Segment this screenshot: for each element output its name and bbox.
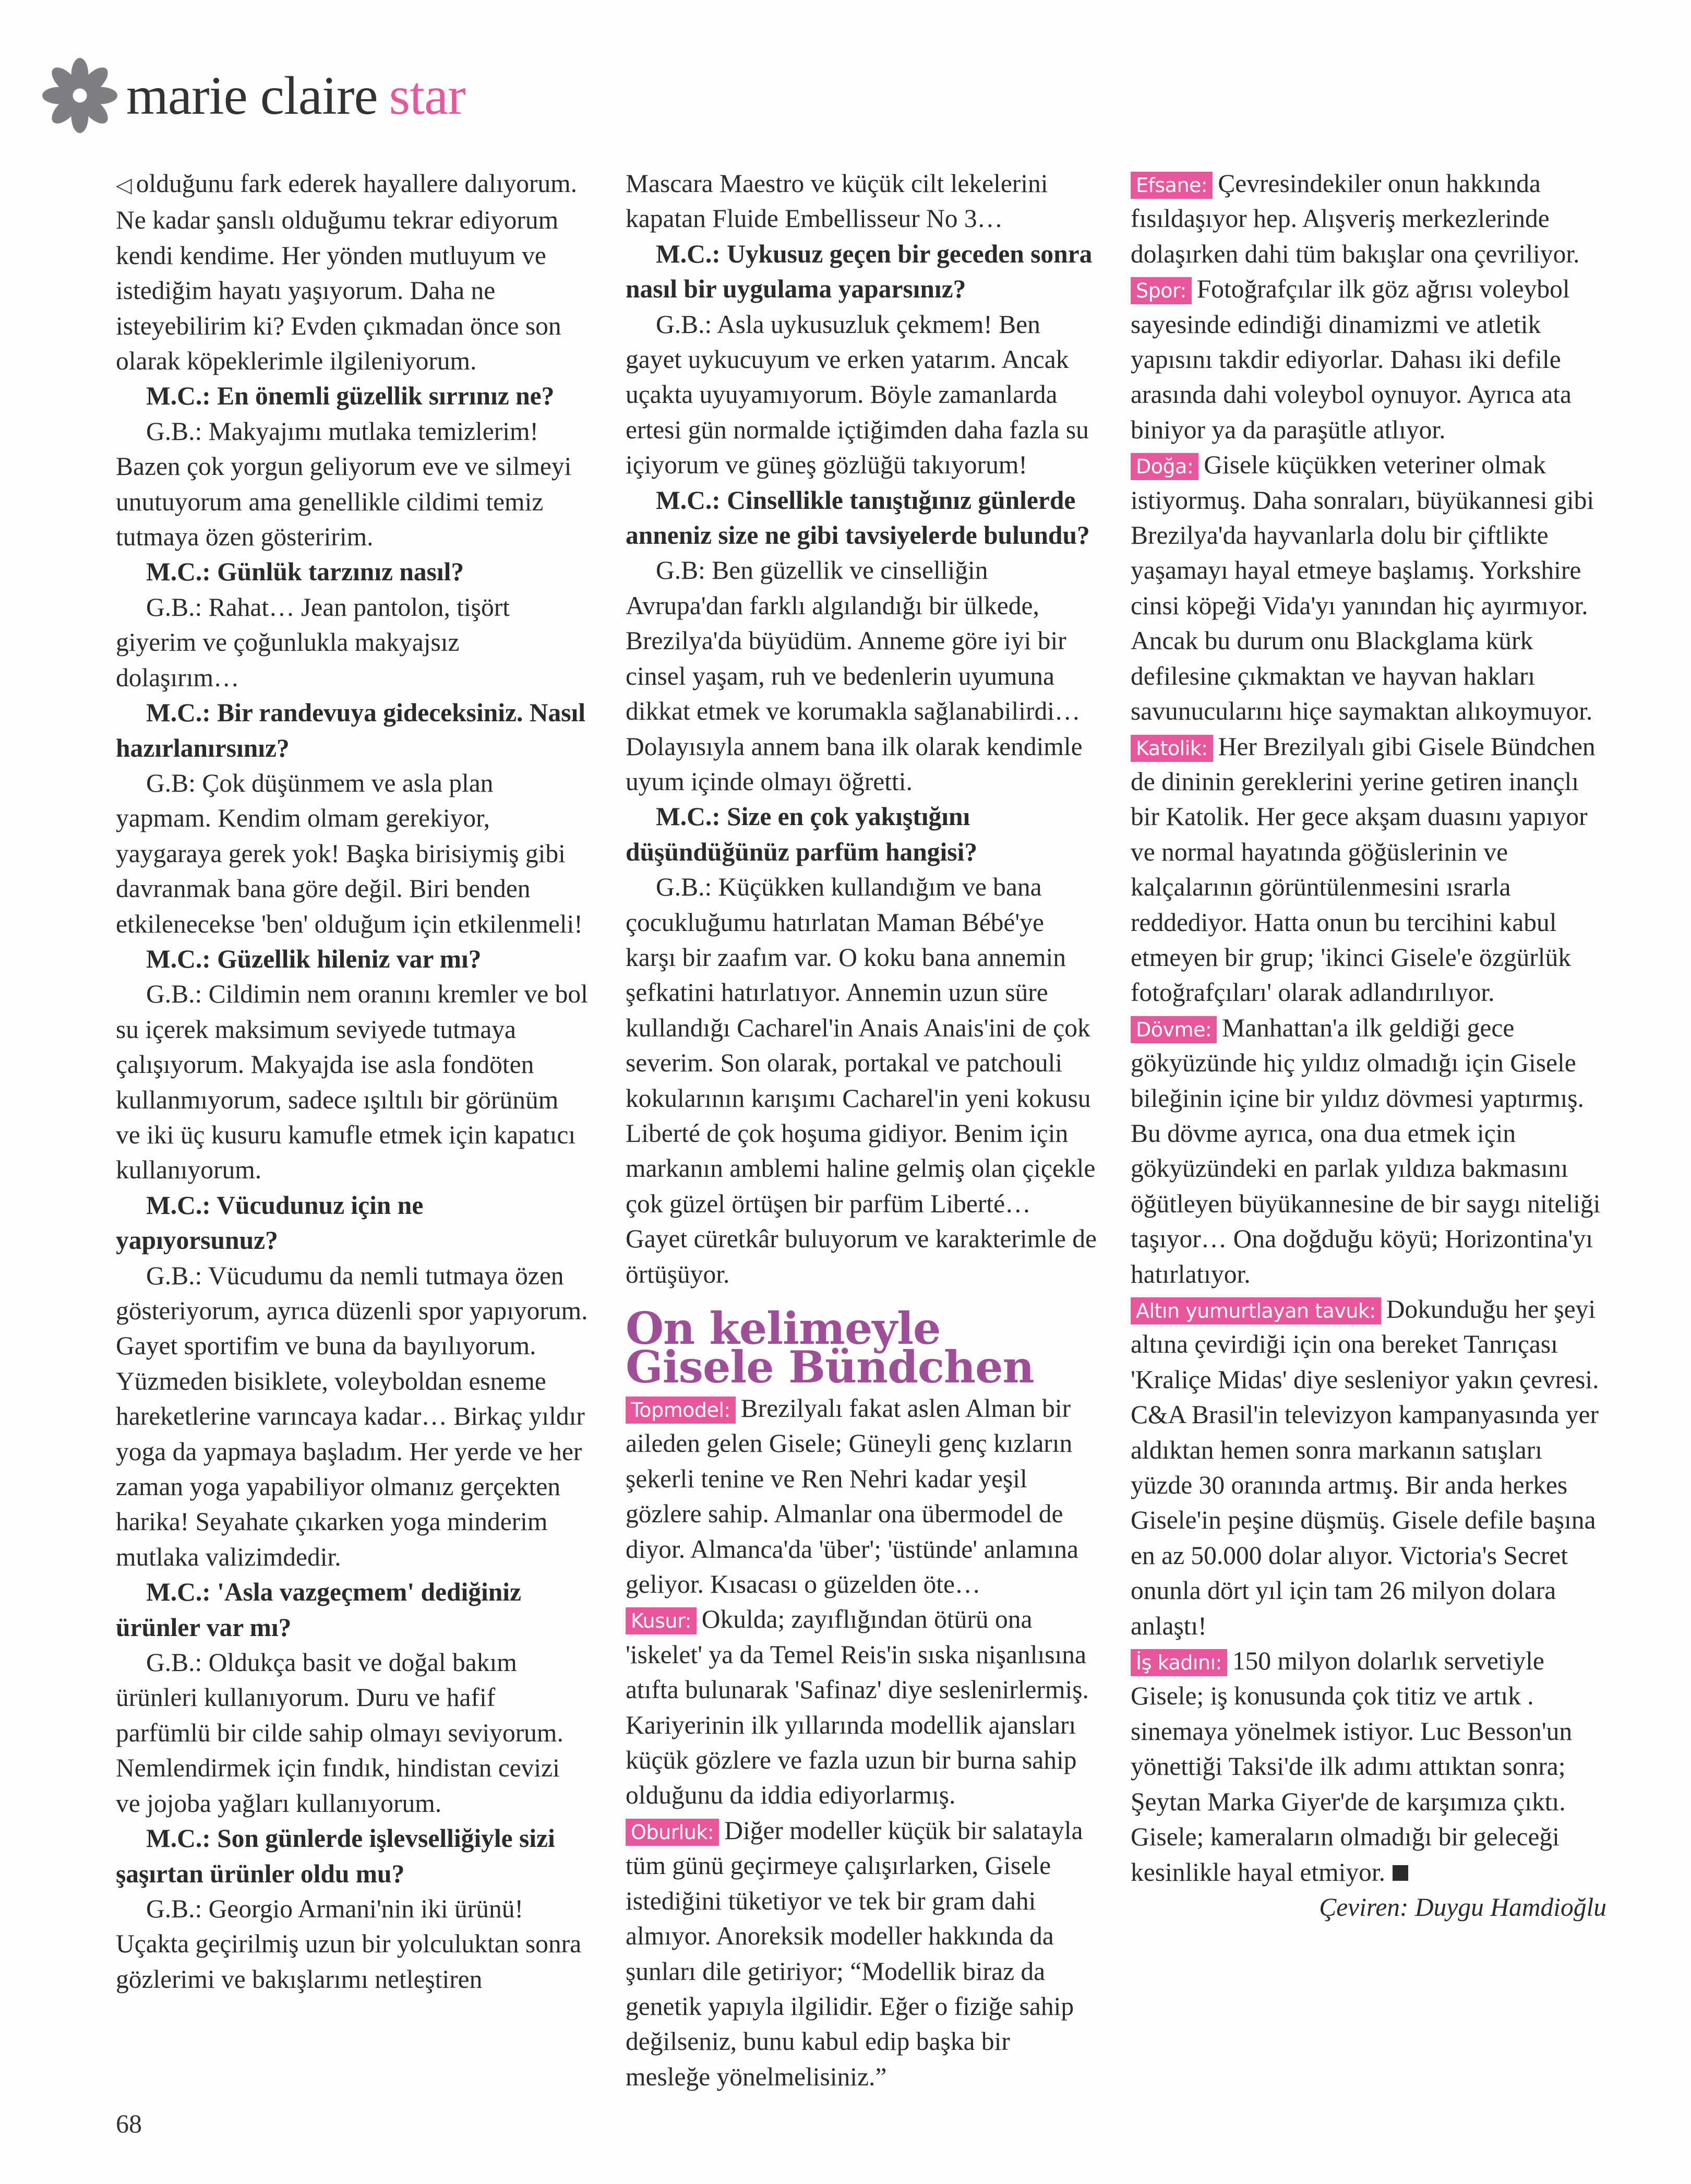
article-column-2 xyxy=(626,166,1098,2094)
interview-question: M.C.: Cinsellikle tanıştığınız günlerde anneniz size ne gibi tavsiyelerde bulundu? xyxy=(626,485,1090,550)
keyword-entry xyxy=(1131,1010,1606,1292)
interview-question: M.C.: 'Asla vazgeçmem' dediğiniz ürünler var mı? xyxy=(116,1578,521,1642)
interview-answer: G.B.: Vücudumu da nemli tutmaya özen gösteriyorum, ayrıca düzenli spor yapıyorum. Gayet sportifim ve buna da bayılıyorum. Yüzmeden bisiklete, voleyboldan esneme hareketlerine varıncaya kadar… Birkaç yıldır yoga da yapmaya başladım. Her yerde ve her zaman yoga yapabiliyor olmanız gerçekten harika! Seyahate çıkarken yoga minderim mutlaka valizimdedir. xyxy=(116,1261,588,1571)
keyword-tag: Oburluk: xyxy=(626,1819,719,1846)
keyword-tag: Topmodel: xyxy=(626,1397,736,1424)
keyword-text: 150 milyon dolarlık servetiyle Gisele; iş konusunda çok titiz ve artık . sinemaya yönelmek istiyor. Luc Besson'un yönettiği Taksi'de ilk adımı attıktan sonra; Şeytan Marka Giyer'de de karşımıza çıktı. Gisele; kameraların olmadığı bir geleceği kesinlikle hayal etmiyor. xyxy=(1131,1646,1573,1887)
interview-answer: G.B.: Asla uykusuzluk çekmem! Ben gayet uykucuyum ve erken yatarım. Ancak uçakta uyuyamıyorum. Böyle zamanlarda ertesi gün normalde içtiğimden daha fazla su içiyorum ve güneş gözlüğü takıyorum! xyxy=(626,309,1089,480)
interview-answer: G.B: Çok düşünmem ve asla plan yapmam. Kendim olmam gerekiyor, yaygaraya gerek yok! Başka birisiymiş gibi davranmak bana göre değil. Biri benden etkilenecekse 'ben' olduğum için etkilenmeli! xyxy=(116,768,583,938)
keyword-entry xyxy=(1131,1643,1606,1890)
keyword-entry xyxy=(1131,1292,1606,1643)
keyword-text: Brezilyalı fakat aslen Alman bir aileden gelen Gisele; Güneyli genç kızların şekerli tenine ve Ren Nehri kadar yeşil gözlere sahip. Almanlar ona übermodel de diyor. Almanca'da 'über'; 'üstünde' anlamına geliyor. Kısacası o güzelden öte… xyxy=(626,1394,1078,1599)
keyword-text: Gisele küçükken veteriner olmak istiyormuş. Daha sonraları, büyükannesi gibi Brezilya'da hayvanlarla dolu bir çiftlikte yaşamayı hayal etmeye başlamış. Yorkshire cinsi köpeği Vida'yı yanından hiç ayırmıyor. Ancak bu durum onu Blackglama kürk defilesine çıkmaktan ve hayvan hakları savunucularını hiçe saymaktan alıkoymuyor. xyxy=(1131,450,1594,726)
keyword-entry xyxy=(1131,271,1606,447)
keyword-entry xyxy=(626,1391,1098,1602)
keyword-entry xyxy=(1131,447,1606,729)
interview-answer: G.B.: Rahat… Jean pantolon, tişört giyerim ve çoğunlukla makyajsız dolaşırım… xyxy=(116,592,510,692)
keyword-text: Fotoğrafçılar ilk göz ağrısı voleybol sayesinde edindiği dinamizmi ve atletik yapısını takdir ediyorlar. Dahası iki defile arasında dahi voleybol oynuyor. Ayrıca ata biniyor ya da paraşütle atlıyor. xyxy=(1131,275,1572,444)
interview-question: M.C.: En önemli güzellik sırrınız ne? xyxy=(146,381,555,411)
keyword-tag: İş kadını: xyxy=(1131,1649,1227,1676)
keyword-tag: Kusur: xyxy=(626,1607,697,1634)
keyword-text: Çevresindekiler onun hakkında fısıldaşıyor hep. Alışveriş merkezlerinde dolaşırken dahi tüm bakışlar ona çevriliyor. xyxy=(1131,169,1580,268)
keyword-text: Manhattan'a ilk geldiği gece gökyüzünde hiç yıldız olmadığı için Gisele bileğinin içine bir yıldız dövmesi yaptırmış. Bu dövme ayrıca, ona dua etmek için gökyüzündeki en parlak yıldıza bakmasını öğütleyen büyükannesine de bir saygı niteliği taşıyor… Ona doğduğu köyü; Horizontina'yı hatırlatıyor. xyxy=(1131,1013,1601,1288)
keyword-tag: Dövme: xyxy=(1131,1016,1217,1043)
magazine-brand xyxy=(126,65,465,127)
flower-logo-icon xyxy=(41,56,119,135)
interview-question: M.C.: Bir randevuya gideceksiniz. Nasıl hazırlanırsınız? xyxy=(116,698,585,762)
interview-answer: G.B.: Oldukça basit ve doğal bakım ürünleri kullanıyorum. Duru ve hafif parfümlü bir cilde sahip olmayı seviyorum. Nemlendirmek için fındık, hindistan cevizi ve jojoba yağları kullanıyorum. xyxy=(116,1648,563,1818)
keyword-tag: Altın yumurtlayan tavuk: xyxy=(1131,1297,1381,1324)
translator-credit: Çeviren: Duygu Hamdioğlu xyxy=(1319,1892,1606,1922)
keyword-entry xyxy=(626,1602,1098,1812)
interview-answer: G.B.: Makyajımı mutlaka temizlerim! Bazen çok yorgun geliyorum eve ve silmeyi unutuyorum ama genellikle cildimi temiz tutmaya özen gösteririm. xyxy=(116,416,572,552)
keyword-text: Dokunduğu her şeyi altına çevirdiği için ona bereket Tanrıçası 'Kraliçe Midas' diye sesleniyor yakın çevresi. C&A Brasil'in televizyon kampanyasında yer aldıktan hemen sonra markanın satışları yüzde 30 oranında artmış. Bir anda herkes Gisele'in peşine düşmüş. Gisele defile başına en az 50.000 dolar alıyor. Victoria's Secret onunla dört yıl için tam 26 milyon dolara anlaştı! xyxy=(1131,1295,1599,1640)
keyword-tag: Doğa: xyxy=(1131,453,1198,480)
keyword-text: Diğer modeller küçük bir salatayla tüm günü geçirmeye çalışırlarken, Gisele istediğini tüketiyor ve tek bir gram dahi almıyor. Anoreksik modeller hakkında da şunları dile getiriyor; “Modellik biraz da genetik yapıyla ilgilidir. Eğer o fiziğe sahip değilseniz, bunu kabul edip başka bir mesleğe yönelmelisiniz.” xyxy=(626,1816,1083,2091)
end-mark-icon xyxy=(1393,1865,1408,1881)
keyword-tag: Spor: xyxy=(1131,277,1192,304)
section-name: star xyxy=(389,65,465,126)
box-heading-line-1: On kelimeyle xyxy=(626,1303,941,1354)
interview-question: M.C.: Son günlerde işlevselliğiyle sizi şaşırtan ürünler oldu mu? xyxy=(116,1824,555,1888)
paragraph-text: olduğunu fark ederek hayallere dalıyorum. Ne kadar şanslı olduğumu tekrar ediyorum kendi kendime. Her yönden mutluyum ve istediğim hayatı yaşıyorum. Daha ne isteyebilirim ki? Evden çıkmadan önce son olarak köpeklerimle ilgileniyorum. xyxy=(116,169,578,376)
article-column-3 xyxy=(1131,166,1606,1925)
interview-question: M.C.: Size en çok yakıştığını düşündüğünüz parfüm hangisi? xyxy=(626,802,978,866)
paragraph: Mascara Maestro ve küçük cilt lekelerini kapatan Fluide Embellisseur No 3… xyxy=(626,169,1048,233)
interview-answer: G.B.: Küçükken kullandığım ve bana çocukluğumu hatırlatan Maman Bébé'ye karşı bir zaafım var. O koku bana annemin şefkatini hatırlatıyor. Annemin uzun süre kullandığı Cacharel'in Anais Anais'ini de çok severim. Son olarak, portakal ve patchouli kokularının karışımı Cacharel'in yeni kokusu Liberté de çok hoşuma gidiyor. Benim için markanın amblemi haline gelmiş olan çiçekle çok güzel örtüşen bir parfüm Liberté… Gayet cüretkâr buluyorum ve karakterimle de örtüşüyor. xyxy=(626,873,1097,1288)
brand-name: marie claire xyxy=(126,65,378,126)
box-heading-line-2: Gisele Bündchen xyxy=(626,1341,1034,1393)
interview-answer: G.B: Ben güzellik ve cinselliğin Avrupa'dan farklı algılandığı bir ülkede, Brezilya'da büyüdüm. Anneme göre iyi bir cinsel yaşam, ruh ve bedenlerin uyumuna dikkat etmek ve korumakla sağlanabilirdi… Dolayısıyla annem bana ilk olarak kendimle uyum içinde olmayı öğretti. xyxy=(626,556,1083,796)
keyword-tag: Katolik: xyxy=(1131,735,1213,762)
interview-answer: G.B.: Cildimin nem oranını kremler ve bol su içerek maksimum seviyede tutmaya çalışıyorum. Makyajda ise asla fondöten kullanmıyorum, sadece ışıltılı bir görünüm ve iki üç kusuru kamufle etmek için kapatıcı kullanıyorum. xyxy=(116,980,588,1185)
keyword-entry xyxy=(626,1813,1098,2094)
article-column-1 xyxy=(116,166,588,1997)
interview-question: M.C.: Uykusuz geçen bir geceden sonra nasıl bir uygulama yaparsınız? xyxy=(626,239,1093,304)
keyword-tag: Efsane: xyxy=(1131,172,1213,199)
keyword-text: Her Brezilyalı gibi Gisele Bündchen de dininin gereklerini yerine getiren inançlı bir Katolik. Her gece akşam duasını yapıyor ve normal hayatında göğüslerinin ve kalçalarının görüntülenmesini ısrarla reddediyor. Hatta onun bu tercihini kabul etmeyen bir grup; 'ikinci Gisele'e özgürlük fotoğrafçıları' olarak adlandırılıyor. xyxy=(1131,732,1596,1007)
interview-question: M.C.: Güzellik hileniz var mı? xyxy=(146,944,482,973)
keyword-entry xyxy=(1131,166,1606,271)
continued-triangle-icon: ◁ xyxy=(116,173,132,197)
page-number: 68 xyxy=(116,2109,142,2138)
interview-answer: G.B.: Georgio Armani'nin iki ürünü! Uçakta geçirilmiş uzun bir yolculuktan sonra gözlerimi ve bakışlarımı netleştiren xyxy=(116,1894,582,1994)
masthead xyxy=(41,56,465,135)
interview-question: M.C.: Günlük tarzınız nasıl? xyxy=(146,557,464,587)
keyword-entry xyxy=(1131,729,1606,1010)
box-heading xyxy=(626,1303,1098,1393)
paragraph xyxy=(116,166,588,378)
keyword-text: Okulda; zayıflığından ötürü ona 'iskelet' ya da Temel Reis'in sıska nişanlısına atıfta bulunarak 'Safinaz' diye seslenirlermiş. Kariyerinin ilk yıllarında modellik ajansları küçük gözlere ve fazla uzun bir burna sahip olduğunu da iddia ediyorlarmış. xyxy=(626,1605,1089,1810)
interview-question: M.C.: Vücudunuz için ne yapıyorsunuz? xyxy=(116,1190,424,1255)
